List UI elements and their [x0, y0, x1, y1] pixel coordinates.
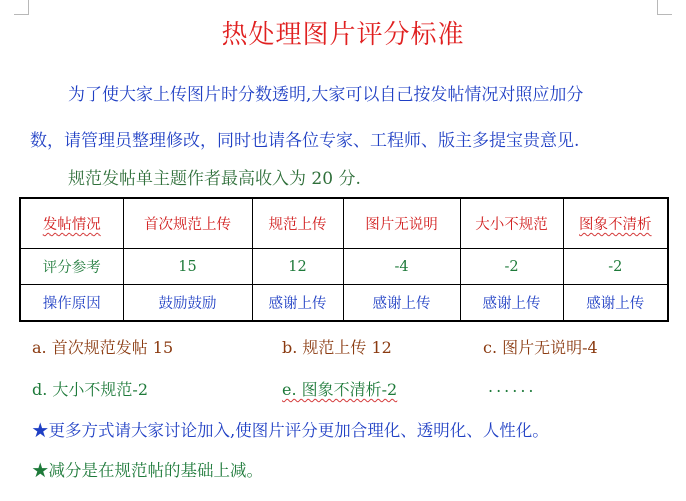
- table-header-cell: 图象不清析: [563, 198, 668, 249]
- table-header-cell: 发帖情况: [20, 198, 123, 249]
- table-cell: 感谢上传: [460, 285, 563, 322]
- table-cell: 评分参考: [20, 249, 123, 285]
- table-header-cell: 规范上传: [252, 198, 343, 249]
- table-row-reason: [20, 285, 668, 322]
- table-cell: 感谢上传: [343, 285, 460, 322]
- note-more-methods: ★更多方式请大家讨论加入,使图片评分更加合理化、透明化、人性化。: [32, 421, 549, 440]
- item-c: c. 图片无说明-4: [483, 338, 598, 357]
- page-corner-mark-right: [657, 0, 672, 15]
- item-d: d. 大小不规范-2: [32, 380, 149, 399]
- table-cell: -2: [563, 249, 668, 285]
- note-deduction: ★减分是在规范帖的基础上减。: [32, 461, 263, 480]
- table-header-cell: 图片无说明: [343, 198, 460, 249]
- intro-line-2: 数，请管理员整理修改，同时也请各位专家、工程师、版主多提宝贵意见.: [30, 131, 580, 151]
- item-a: a. 首次规范发帖 15: [32, 338, 174, 357]
- table-cell: -4: [343, 249, 460, 285]
- table-cell: -2: [460, 249, 563, 285]
- table-row-score: [20, 249, 668, 285]
- item-ellipsis: ......: [488, 377, 537, 396]
- intro-line-1: 为了使大家上传图片时分数透明,大家可以自己按发帖情况对照应加分: [68, 85, 584, 105]
- table-header-cell: 首次规范上传: [123, 198, 252, 249]
- table-header-cell: 大小不规范: [460, 198, 563, 249]
- score-table: [19, 197, 669, 322]
- table-cell: 鼓励鼓励: [123, 285, 252, 322]
- document-title: 热处理图片评分标准: [221, 20, 465, 50]
- max-income-rule: 规范发帖单主题作者最高收入为 20 分.: [68, 169, 361, 189]
- item-e: e. 图象不清析-2: [282, 380, 398, 399]
- page-corner-mark-left: [14, 0, 29, 15]
- table-cell: 15: [123, 249, 252, 285]
- table-cell: 感谢上传: [252, 285, 343, 322]
- table-cell: 感谢上传: [563, 285, 668, 322]
- table-header-row: [20, 198, 668, 249]
- intro-paragraph: [30, 72, 670, 164]
- table-cell: 12: [252, 249, 343, 285]
- table-cell: 操作原因: [20, 285, 123, 322]
- item-b: b. 规范上传 12: [282, 338, 392, 357]
